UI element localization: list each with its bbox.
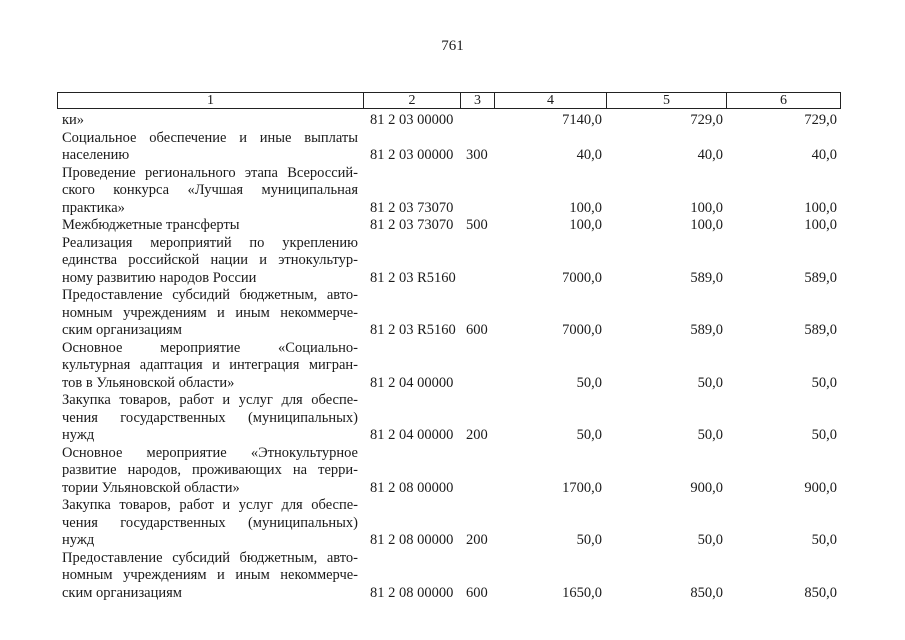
row-code: 81 2 04 00000	[370, 374, 454, 391]
header-col-4: 4	[495, 93, 607, 108]
row-name-line: культурная адаптация и интеграция мигран-	[62, 357, 358, 373]
row-name	[62, 165, 358, 218]
row-value-col4: 7140,0	[562, 112, 602, 128]
row-value-col6: 589,0	[804, 269, 837, 286]
table-row	[0, 340, 905, 393]
row-name-line: населению	[62, 147, 130, 163]
row-expense-type: 300	[466, 147, 488, 163]
row-name	[62, 130, 358, 165]
table-row	[0, 235, 905, 288]
row-name-line: Предоставление субсидий бюджетным, авто-	[62, 287, 358, 303]
header-col-1: 1	[58, 93, 364, 108]
row-name-line: Реализация мероприятий по укреплению	[62, 234, 358, 251]
header-col-3: 3	[461, 93, 495, 108]
row-value-col6: 50,0	[811, 374, 837, 391]
table-row	[0, 497, 905, 550]
row-value-col5: 40,0	[697, 147, 723, 163]
row-code: 81 2 04 00000	[370, 427, 454, 443]
row-name-line: практика»	[62, 199, 125, 216]
header-col-5: 5	[607, 93, 727, 108]
row-name-line: ским организациям	[62, 322, 182, 338]
row-name-line: нужд	[62, 427, 95, 443]
row-code: 81 2 03 R5160	[370, 269, 456, 286]
header-col-2: 2	[364, 93, 461, 108]
row-value-col6: 850,0	[804, 584, 837, 601]
row-expense-type: 600	[466, 584, 488, 601]
table-header	[57, 92, 841, 109]
row-value-col5: 100,0	[690, 217, 723, 233]
row-value-col6: 729,0	[804, 112, 837, 128]
row-value-col4: 7000,0	[562, 322, 602, 338]
table-row	[0, 550, 905, 603]
table-row	[0, 287, 905, 340]
row-name-line: Межбюджетные трансферты	[62, 217, 240, 233]
row-value-col6: 589,0	[804, 322, 837, 338]
row-code: 81 2 03 00000	[370, 147, 454, 163]
row-name-line: единства российской нации и этнокультур-	[62, 252, 358, 268]
row-value-col4: 1650,0	[562, 584, 602, 601]
row-code: 81 2 03 R5160	[370, 322, 456, 338]
row-value-col4: 100,0	[569, 199, 602, 216]
row-expense-type: 200	[466, 427, 488, 443]
row-value-col5: 589,0	[690, 269, 723, 286]
row-value-col5: 50,0	[697, 532, 723, 548]
row-name-line: Предоставление субсидий бюджетным, авто-	[62, 549, 358, 566]
row-code: 81 2 08 00000	[370, 532, 454, 548]
table-row	[0, 130, 905, 165]
row-name	[62, 287, 358, 340]
row-value-col4: 50,0	[576, 374, 602, 391]
row-name	[62, 445, 358, 498]
row-code: 81 2 03 73070	[370, 199, 454, 216]
table-row	[0, 165, 905, 218]
row-name-line: нужд	[62, 532, 95, 548]
table-row	[0, 392, 905, 445]
row-name-line: Основное мероприятие «Социально-	[62, 339, 358, 356]
row-value-col5: 589,0	[690, 322, 723, 338]
row-name	[62, 340, 358, 393]
row-expense-type: 200	[466, 532, 488, 548]
row-name-line: Основное мероприятие «Этнокультурное	[62, 444, 358, 461]
row-name-line: номным учреждениям и иным некоммерче-	[62, 567, 358, 583]
row-name	[62, 112, 358, 130]
row-value-col6: 40,0	[811, 147, 837, 163]
row-value-col4: 100,0	[569, 217, 602, 233]
row-name	[62, 497, 358, 550]
row-code: 81 2 08 00000	[370, 479, 454, 496]
row-code: 81 2 03 73070	[370, 217, 454, 233]
row-value-col4: 50,0	[576, 532, 602, 548]
row-value-col5: 850,0	[690, 584, 723, 601]
row-name	[62, 392, 358, 445]
row-name-line: чения государственных (муниципальных)	[62, 514, 358, 531]
row-value-col6: 100,0	[804, 199, 837, 216]
row-name-line: ному развитию народов России	[62, 269, 257, 286]
table-row	[0, 217, 905, 235]
row-value-col5: 50,0	[697, 374, 723, 391]
row-value-col5: 729,0	[690, 112, 723, 128]
row-name-line: ки»	[62, 112, 85, 128]
row-value-col5: 50,0	[697, 427, 723, 443]
row-name-line: Закупка товаров, работ и услуг для обеспе-	[62, 392, 358, 408]
row-name-line: Социальное обеспечение и иные выплаты	[62, 129, 358, 146]
row-name	[62, 550, 358, 603]
row-name-line: Проведение регионального этапа Всероссий-	[62, 164, 358, 181]
row-value-col4: 50,0	[576, 427, 602, 443]
row-expense-type: 500	[466, 217, 488, 233]
row-code: 81 2 08 00000	[370, 584, 454, 601]
page-number: 761	[441, 38, 464, 54]
row-name-line: ского конкурса «Лучшая муниципальная	[62, 182, 358, 198]
table-row	[0, 445, 905, 498]
row-name-line: чения государственных (муниципальных)	[62, 409, 358, 426]
table-row	[0, 112, 905, 130]
row-value-col6: 100,0	[804, 217, 837, 233]
row-value-col6: 900,0	[804, 479, 837, 496]
row-name-line: тов в Ульяновской области»	[62, 374, 235, 391]
row-value-col4: 7000,0	[562, 269, 602, 286]
row-value-col4: 40,0	[576, 147, 602, 163]
row-value-col6: 50,0	[811, 532, 837, 548]
header-col-6: 6	[780, 93, 787, 108]
row-name	[62, 235, 358, 288]
row-value-col5: 900,0	[690, 479, 723, 496]
row-code: 81 2 03 00000	[370, 112, 454, 128]
row-name	[62, 217, 358, 235]
row-value-col5: 100,0	[690, 199, 723, 216]
row-name-line: Закупка товаров, работ и услуг для обеспе-	[62, 497, 358, 513]
row-name-line: тории Ульяновской области»	[62, 479, 240, 496]
row-name-line: развитие народов, проживающих на терри-	[62, 462, 358, 478]
row-value-col6: 50,0	[811, 427, 837, 443]
row-name-line: номным учреждениям и иным некоммерче-	[62, 304, 358, 321]
row-value-col4: 1700,0	[562, 479, 602, 496]
row-expense-type: 600	[466, 322, 488, 338]
table-body	[0, 112, 905, 602]
row-name-line: ским организациям	[62, 584, 182, 601]
